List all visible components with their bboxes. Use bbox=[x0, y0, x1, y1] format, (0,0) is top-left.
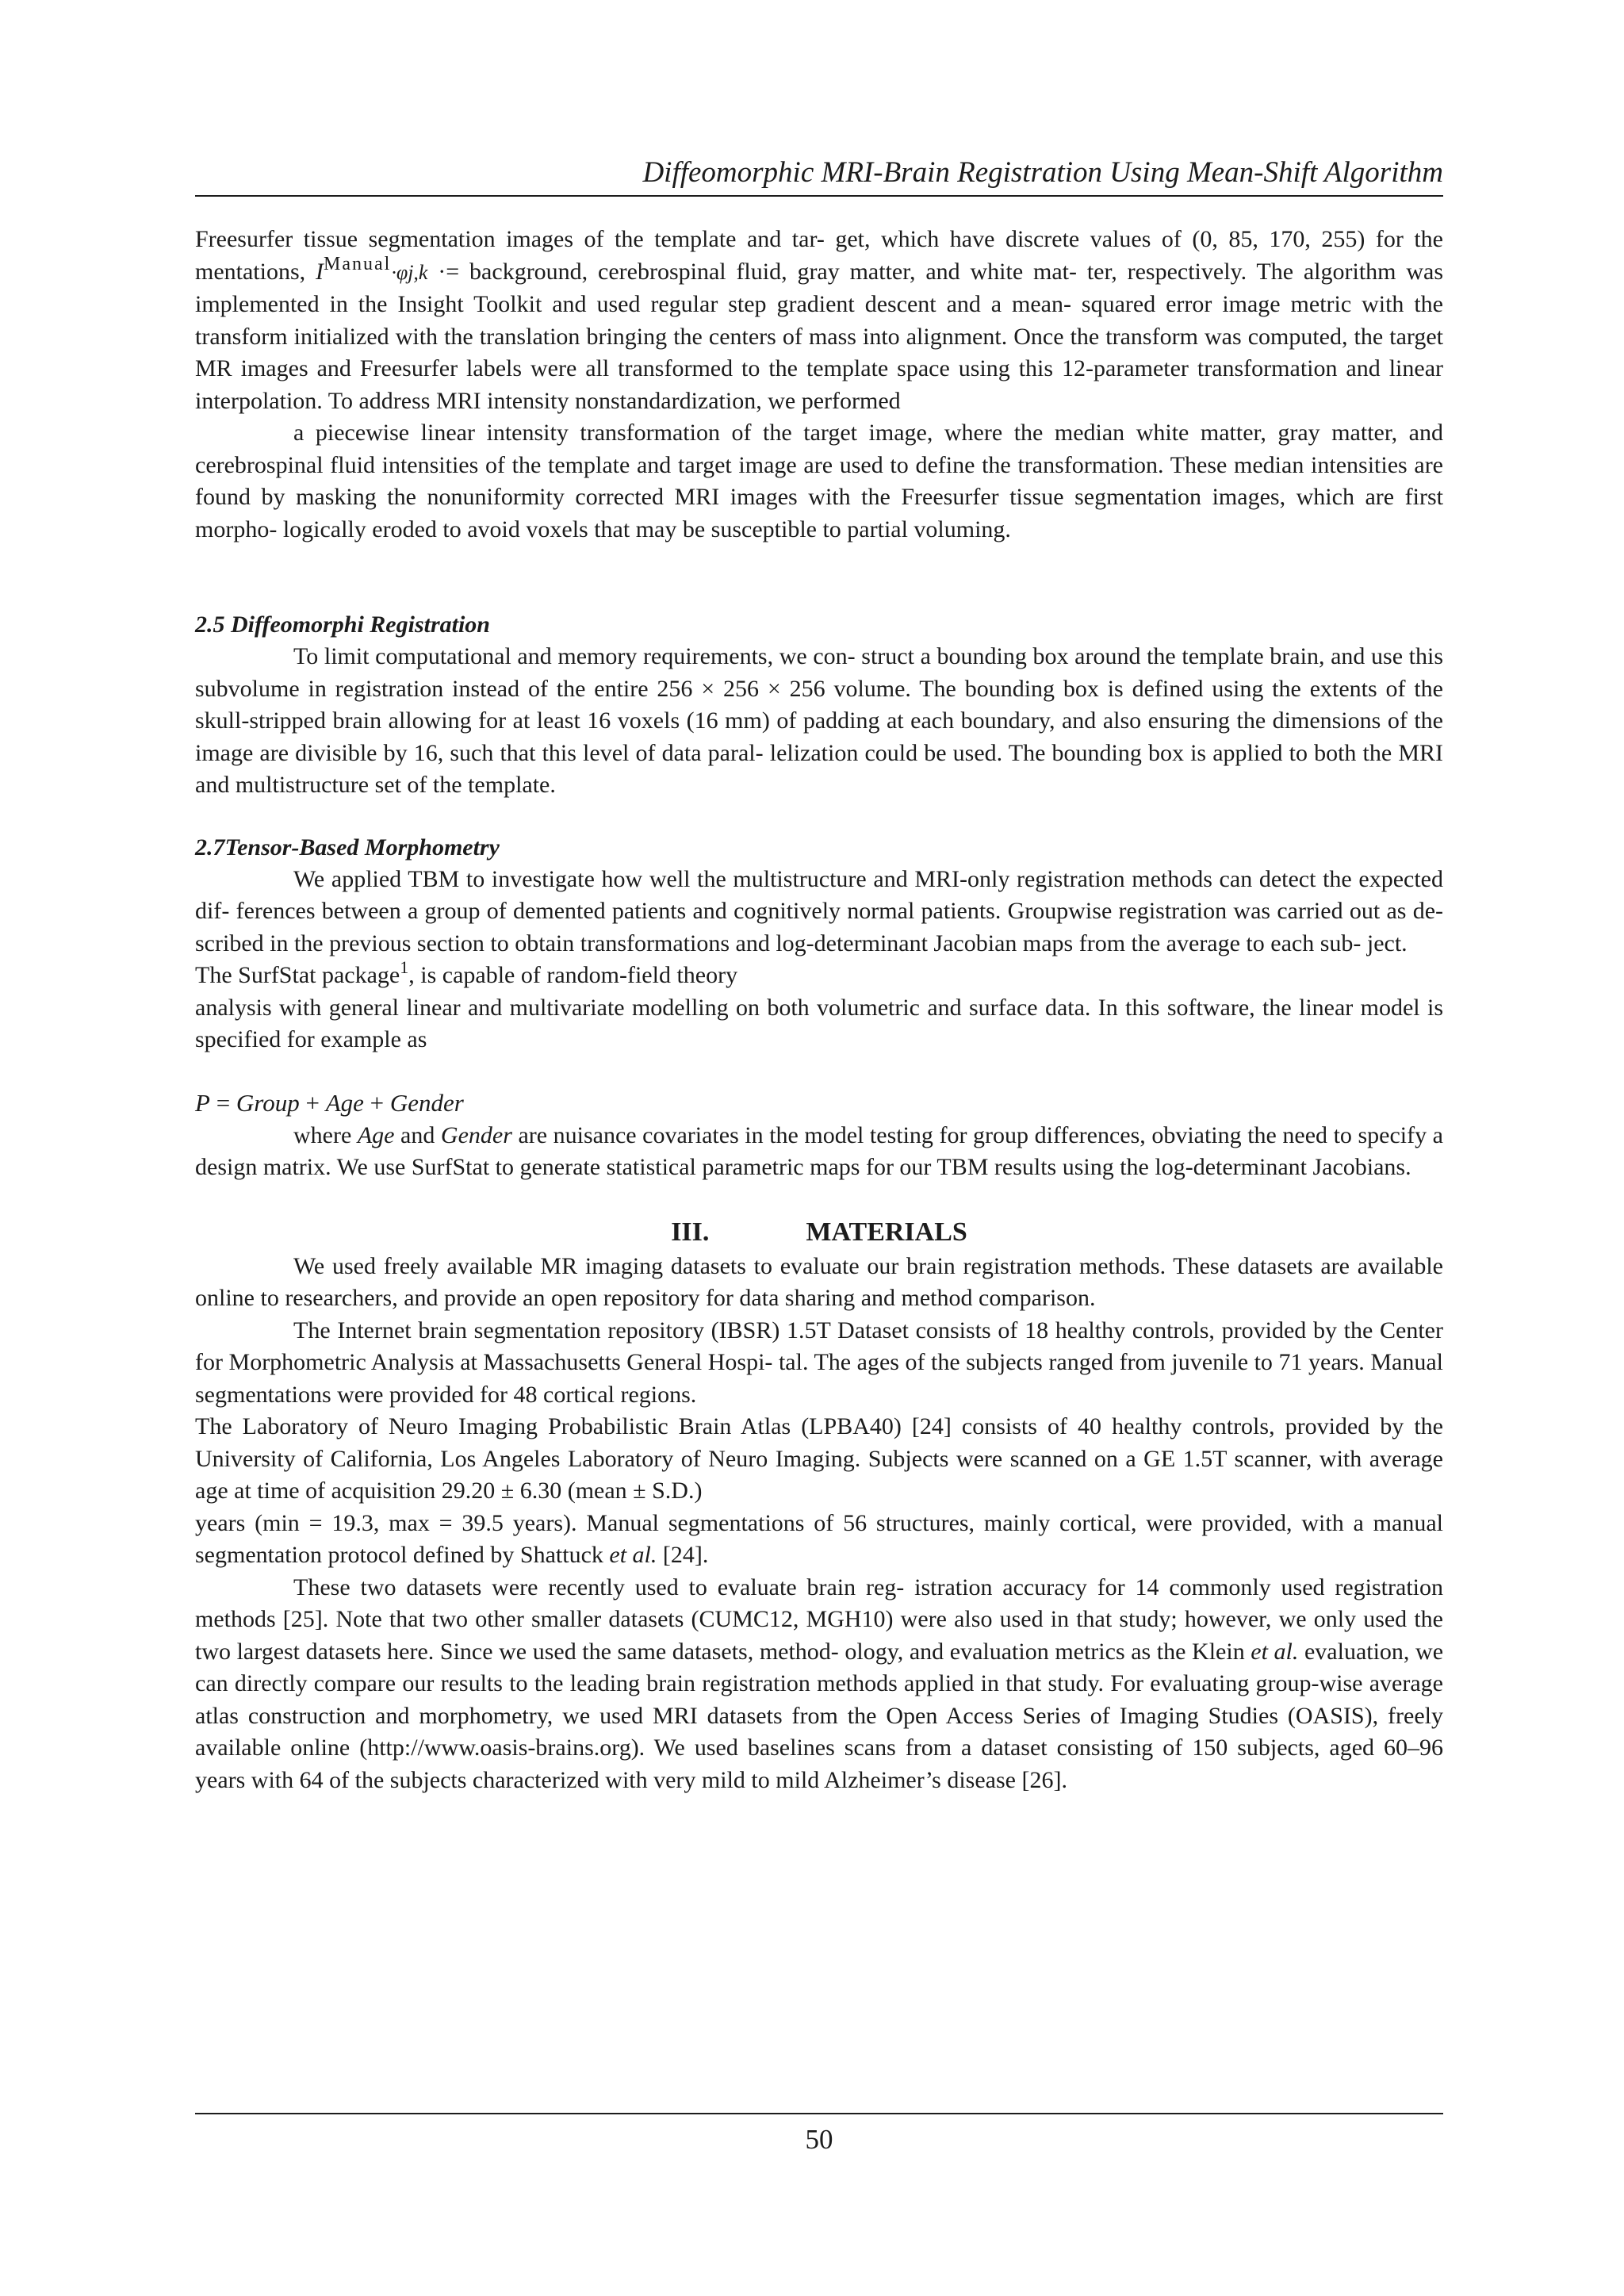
text-run: ·= background, cerebrospinal fluid, gray matter, and white mat- ter, respectively. The algorithm was implemented in the Insight Toolkit and used regular step gradient descent and a mean- squared error image metric with the transform initialized with the translation bringing the centers of mass into alignment. Once the transform was computed, the target MR images and Freesurfer labels were all transformed to the template space using this 12-parameter transformation and linear interpolation. To address MRI intensity nonstandardization, we performed bbox=[195, 258, 1443, 414]
text-run: are nuisance covariates in the model testing for group differences, obviating the need to specify a design matrix. We use SurfStat to generate statistical parametric maps for our TBM results using the log-determinant Jacobians. bbox=[195, 1121, 1443, 1180]
paragraph-linear-model: analysis with general linear and multivariate modelling on both volumetric and surface data. In this software, the linear model is specified for example as bbox=[195, 994, 1443, 1052]
header-rule bbox=[195, 195, 1443, 197]
paragraph-datasets-intro: We used freely available MR imaging datasets to evaluate our brain registration methods. These datasets are available online to researchers, and provide an open repository for data sharing and method comparison. bbox=[195, 1252, 1443, 1311]
paragraph-intensity-transformation: a piecewise linear intensity transformation of the target image, where the median white matter, gray matter, and cerebrospinal fluid intensities of the template and target image are used to define the transformation. These median intensities are found by masking the nonuniformity corrected MRI images with the Freesurfer tissue segmentation images, which are first morpho- logically eroded to avoid voxels that may be susceptible to partial voluming. bbox=[195, 420, 1443, 542]
math-subscript: ·φj,k bbox=[391, 260, 428, 284]
text-run-italic: et al. bbox=[1251, 1638, 1299, 1665]
text-run: evaluation, we can directly compare our results to the leading brain registration methods applied in that study. For evaluating group-wise average atlas construction and morphometry, we used MRI datasets from the Open Access Series of Imaging Studies (OASIS), freely available online (http://www.oasis-brains.org). We used baselines scans from a dataset consisting of 150 subjects, aged 60–96 years with 64 of the subjects characterized with very mild to mild Alzheimer’s disease [26]. bbox=[195, 1638, 1444, 1793]
text-run: , is capable of random-field theory bbox=[408, 962, 738, 988]
volume-dimensions: 256 × 256 × 256 bbox=[657, 675, 825, 702]
footer-rule bbox=[195, 2113, 1443, 2114]
math-operator: + bbox=[299, 1088, 326, 1117]
text-run: Freesurfer tissue segmentation images of the template and tar- get, which have discrete values of (0, 85, 170, 255) for the bbox=[195, 226, 1443, 252]
text-run: and bbox=[394, 1121, 441, 1148]
paragraph-covariates bbox=[195, 1120, 1443, 1184]
math-operator: = bbox=[209, 1088, 236, 1117]
paper-page bbox=[195, 0, 1443, 2296]
text-run: mentations, bbox=[195, 258, 316, 285]
paragraph-bounding-box bbox=[195, 641, 1443, 802]
text-run: [24]. bbox=[657, 1542, 709, 1568]
paragraph-lpba40: The Laboratory of Neuro Imaging Probabilistic Brain Atlas (LPBA40) [24] consists of 40 healthy controls, provided by the University of California, Los Angeles Laboratory of Neuro Imaging. Subjects were scanned on a GE 1.5T scanner, with average age at time of acquisition 29.20 ± 6.30 (mean ± S.D.) bbox=[195, 1413, 1443, 1504]
paragraph-evaluation-datasets bbox=[195, 1572, 1443, 1797]
math-variable: Group bbox=[236, 1088, 300, 1117]
page-number: 50 bbox=[805, 2124, 833, 2155]
text-run: To limit computational and memory requirements, we con- struct a bounding box around the template brain, and use this subvolume in registration instead of the entire bbox=[195, 643, 1443, 702]
math-variable: Age bbox=[325, 1088, 364, 1117]
paragraph-lpba40-cont bbox=[195, 1508, 1443, 1572]
main-body bbox=[195, 224, 1443, 1796]
text-run: These two datasets were recently used to evaluate brain reg- istration accuracy for 14 commonly used registration methods [25]. Note that two other smaller datasets (CUMC12, MGH10) were also used in that study; however, we only used the two largest datasets here. Since we used the same datasets, method- ology, and evaluation metrics as the Klein bbox=[195, 1573, 1443, 1665]
paragraph-registration-details bbox=[195, 224, 1443, 417]
footnote-mark: 1 bbox=[400, 957, 409, 977]
text-run-italic: et al. bbox=[609, 1542, 657, 1568]
spacer bbox=[195, 802, 1443, 832]
section-number: III. bbox=[671, 1217, 710, 1247]
running-title: Diffeomorphic MRI-Brain Registration Using Mean-Shift Algorithm bbox=[642, 156, 1443, 189]
section-heading-materials bbox=[195, 1214, 1443, 1251]
paragraph-ibsr: The Internet brain segmentation repository (IBSR) 1.5T Dataset consists of 18 healthy controls, provided by the Center for Morphometric Analysis at Massachusetts General Hospi- tal. The ages of the subjects ranged from juvenile to 71 years. Manual segmentations were provided for 48 cortical regions. bbox=[195, 1317, 1443, 1408]
math-variable: Gender bbox=[389, 1088, 464, 1117]
math-variable: P bbox=[195, 1088, 210, 1117]
math-operator: + bbox=[363, 1088, 390, 1117]
math-variable: Age bbox=[357, 1121, 395, 1148]
math-variable: I bbox=[316, 258, 324, 285]
math-variable: Gender bbox=[440, 1121, 512, 1148]
subsection-heading-2-7: 2.7Tensor-Based Morphometry bbox=[195, 834, 500, 861]
section-title: MATERIALS bbox=[806, 1217, 967, 1247]
equation-linear-model bbox=[195, 1087, 1443, 1120]
paragraph-surfstat bbox=[195, 957, 1443, 992]
text-run: years (min = 19.3, max = 39.5 years). Manual segmentations of 56 structures, mainly cortical, were provided, with a manual segmentation protocol defined by Shattuck bbox=[195, 1509, 1443, 1568]
paragraph-tbm-intro: We applied TBM to investigate how well the multistructure and MRI-only registration methods can detect the expected dif- ferences between a group of demented patients and cognitively normal patients. Groupwise registration was carried out as de- scribed in the previous section to obtain transformations and log-determinant Jacobian maps from the average to each sub- ject. bbox=[195, 865, 1443, 956]
math-superscript: Manual bbox=[324, 253, 392, 274]
text-run: where bbox=[293, 1121, 358, 1148]
subsection-heading-2-5: 2.5 Diffeomorphi Registration bbox=[195, 611, 490, 638]
spacer bbox=[195, 1184, 1443, 1214]
text-run: volume. The bounding box is defined using the extents of the skull-stripped brain allowing for at least 16 voxels (16 mm) of padding at each boundary, and also ensuring the dimensions of the image are divisible by 16, such that this level of data paral- lelization could be used. The bounding box is applied to both the MRI and multistructure set of the template. bbox=[195, 675, 1443, 798]
text-run: The SurfStat package bbox=[195, 962, 400, 988]
spacer bbox=[195, 546, 1443, 609]
spacer bbox=[195, 1056, 1443, 1087]
